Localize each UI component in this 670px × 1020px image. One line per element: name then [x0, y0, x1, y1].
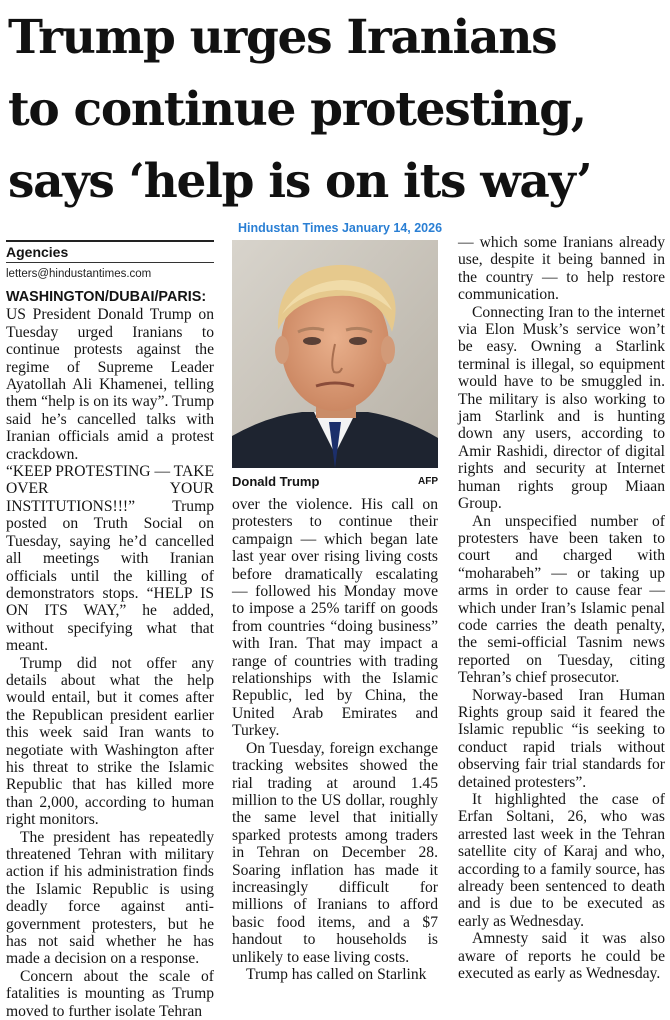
paragraph: Trump did not offer any details about what the help would entail, but it comes after the Republican president earlier this week said Iran wants to negotiate with Washington after his threat to strike the Islamic Republic that has killed more than 2,000, according to human right monitors.	[6, 654, 214, 829]
paragraph: The president has repeatedly threatened Tehran with military action if his administration finds the Islamic Republic is using deadly force against anti-government protesters, but he has not said whether he has made a decision on a response.	[6, 828, 214, 968]
caption-name: Donald Trump	[232, 474, 320, 489]
paragraph: On Tuesday, foreign exchange tracking websites showed the rial trading at around 1.45 million to the US dollar, roughly the same level that initially sparked protests among traders in Tehran on December 28. Soaring inflation has made it increasingly difficult for millions of Iranians to afford basic food items, and a $7 handout to households is unlikely to ease living costs.	[232, 739, 438, 966]
lead-paragraph	[6, 288, 214, 463]
headline-line-2: to continue protesting,	[8, 82, 586, 137]
trump-portrait-photo	[232, 240, 438, 468]
byline-top-rule	[6, 240, 214, 242]
photo-caption	[232, 474, 438, 489]
article-column-1	[6, 288, 214, 1020]
paragraph: Connecting Iran to the internet via Elon Musk’s service won’t be easy. Owning a Starlink terminal is illegal, so equipment would have to be smuggled in. The military is also working to jam Starlink and is hunting down any users, according to Amir Rashidi, director of digital rights and security at Internet human rights group Miaan Group.	[458, 303, 665, 513]
article-column-3	[458, 234, 665, 982]
portrait-illustration	[232, 240, 438, 468]
paragraph: An unspecified number of protesters have been taken to court and charged with “moharabeh” — or taking up arms in order to cause fear — which under Iran’s Islamic penal code carries the death penalty, the semi-official Tasnim news reported on Tuesday, citing Tehran’s chief prosecutor.	[458, 512, 665, 687]
byline-email[interactable]: letters@hindustantimes.com	[6, 268, 152, 280]
paragraph-continuation: over the violence. His call on protesters to continue their campaign — which began late last year over rising living costs before dramatically escalating — followed his Monday move to impose a 25% tariff on goods from countries “doing business” with Iran. That may impact a range of countries with trading relationships with the Islamic Republic, led by China, the United Arab Emirates and Turkey.	[232, 496, 438, 740]
paragraph: Concern about the scale of fatalities is mounting as Trump moved to further isolate Tehran	[6, 967, 214, 1020]
paragraph-continuation: — which some Iranians already use, despite it being banned in the country — to help restore communication.	[458, 234, 665, 304]
byline-divider	[6, 262, 214, 263]
lead-text: US President Donald Trump on Tuesday urged Iranians to continue protests against the regime of Supreme Leader Ayatollah Ali Khamenei, telling them “help is on its way”. Trump said he’s cancelled talks with Iranian officials amid a protest crackdown.	[6, 306, 214, 463]
paragraph: Norway-based Iran Human Rights group said it feared the Islamic republic “is seeking to conduct rapid trials without observing fair trial standards for detained protesters”.	[458, 686, 665, 791]
paragraph: “KEEP PROTESTING — TAKE OVER YOUR INSTITUTIONS!!!” Trump posted on Truth Social on Tuesday, saying he’d cancelled all meetings with Iranian officials until the killing of demonstrators stops. “HELP IS ON ITS WAY,” he added, without specifying what that meant.	[6, 463, 214, 655]
paragraph: Trump has called on Starlink	[246, 965, 427, 983]
headline-line-1: Trump urges Iranians	[8, 10, 557, 65]
paragraph: Amnesty said it was also aware of reports he could be executed as early as Wednesday.	[458, 930, 665, 983]
headline-line-3: says ‘help is on its way’	[8, 154, 592, 209]
paragraph: It highlighted the case of Erfan Soltani, 26, who was arrested last week in the Tehran satellite city of Karaj and who, according to a family source, has already been sentenced to death and is due to be executed as early as Wednesday.	[458, 791, 665, 930]
headline	[8, 2, 668, 218]
dateline: WASHINGTON/DUBAI/PARIS:	[6, 289, 207, 305]
photo-credit: AFP	[418, 476, 438, 487]
byline-author: Agencies	[6, 244, 69, 260]
edition-label: Hindustan Times January 14, 2026	[238, 221, 443, 235]
byline-block	[6, 240, 214, 280]
article-column-2	[232, 496, 438, 983]
